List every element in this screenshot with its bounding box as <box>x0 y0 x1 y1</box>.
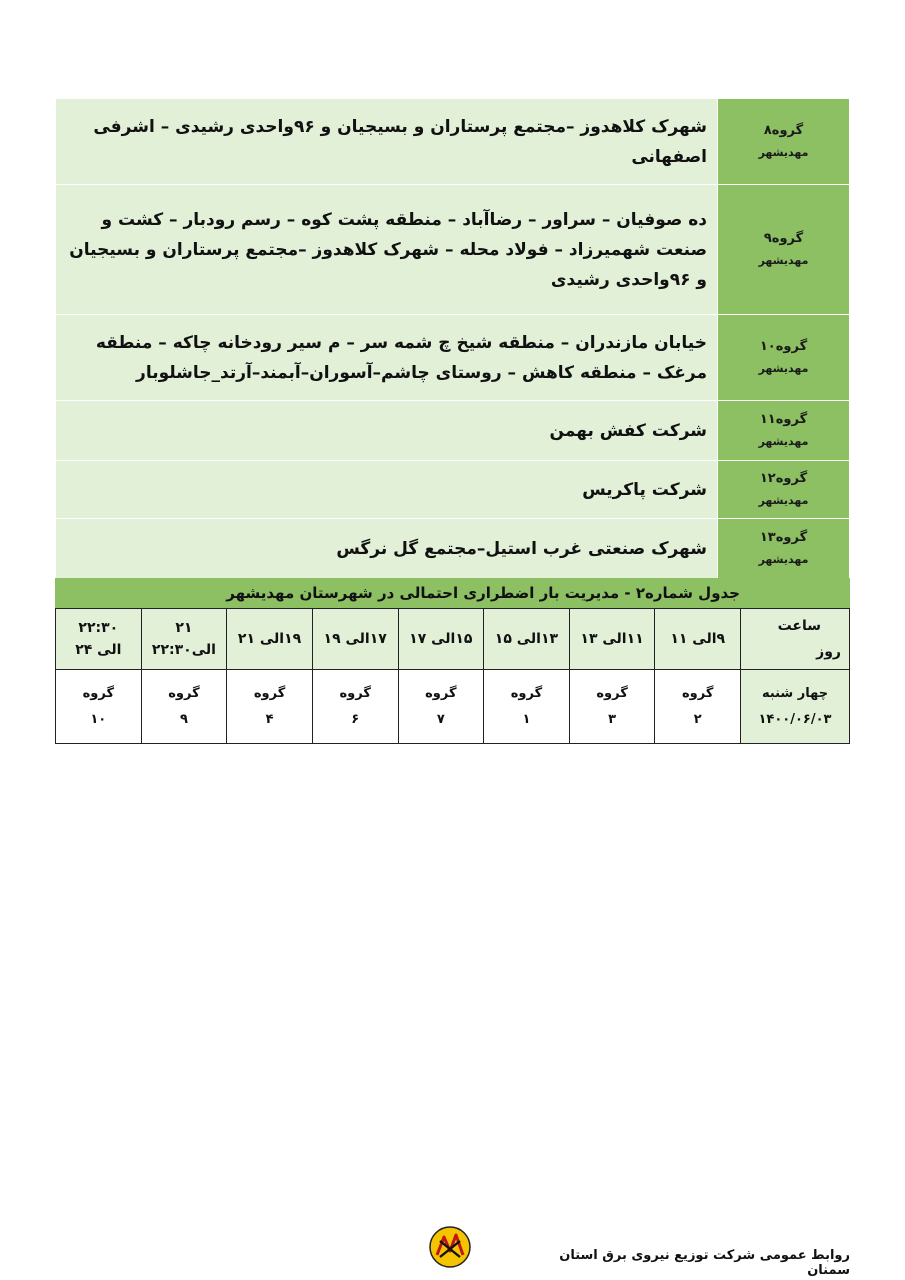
group-label: گروه۱۲ <box>759 470 808 486</box>
group-number: ۴ <box>265 711 274 727</box>
group-label: گروه۱۰ <box>759 338 808 354</box>
group-cell <box>141 670 227 744</box>
group-word: گروه <box>510 685 543 701</box>
group-cell <box>569 670 655 744</box>
group-word: گروه <box>681 685 714 701</box>
group-row <box>56 519 850 579</box>
group-areas: خیابان مازندران – منطقه شیخ چ شمه سر – م سیر رودخانه چاکه – منطقه مرغک – منطقه کاهش – روستای چاشم–آسوران–آبمند–آرتد_جاشلوبار <box>56 315 718 401</box>
group-city: مهدیشهر <box>758 434 809 448</box>
footer-text: روابط عمومی شرکت توزیع نیروی برق استان سمنان <box>559 1248 850 1278</box>
group-number: ۱۰ <box>90 711 107 727</box>
group-row <box>56 185 850 315</box>
group-row <box>56 461 850 519</box>
time-slot-text: ۱۱الی ۱۳ <box>580 631 644 647</box>
group-word: گروه <box>168 685 200 701</box>
corner-time-label: ساعت <box>777 618 821 634</box>
group-areas: شهرک صنعتی غرب استیل–مجتمع گل نرگس <box>56 519 718 579</box>
group-word: گروه <box>82 685 115 701</box>
group-cell <box>398 670 484 744</box>
corner-day-label: روز <box>816 644 841 660</box>
time-slot <box>398 609 484 670</box>
group-label-cell <box>718 461 850 519</box>
group-label: گروه۸ <box>763 122 804 138</box>
group-label: گروه۱۱ <box>759 411 808 427</box>
group-label-cell <box>718 185 850 315</box>
group-cell <box>655 670 741 744</box>
schedule-header-row <box>56 609 850 670</box>
day-name: چهار شنبه <box>761 685 829 701</box>
group-label-cell <box>718 99 850 185</box>
time-slot-text: ۱۳الی ۱۵ <box>494 631 559 647</box>
day-date: ۱۴۰۰/۰۶/۰۳ <box>758 711 832 727</box>
time-slot-text: ۱۹الی ۲۱ <box>237 631 302 647</box>
group-number: ۷ <box>436 711 445 727</box>
group-row <box>56 99 850 185</box>
schedule-table <box>55 608 850 744</box>
group-areas: شرکت پاکریس <box>56 461 718 519</box>
group-number: ۲ <box>693 711 702 727</box>
time-slot <box>141 609 227 670</box>
group-areas: ده صوفیان – سراور – رضاآباد – منطقه پشت کوه – رسم رودبار – کشت و صنعت شهمیرزاد – فولاد محله – شهرک کلاهدوز –مجتمع پرستاران و بسیجیان و ۹۶واحدی رشیدی <box>56 185 718 315</box>
group-city: مهدیشهر <box>758 361 809 375</box>
group-label-cell <box>718 315 850 401</box>
groups-table <box>55 98 850 579</box>
group-number: ۱ <box>522 711 531 727</box>
time-slot-text: ۲۱ <box>175 620 193 636</box>
time-slot-text: ۱۷الی ۱۹ <box>323 631 387 647</box>
time-slot-text: ۹الی ۱۱ <box>670 631 726 647</box>
group-city: مهدیشهر <box>758 493 809 507</box>
group-label-cell <box>718 519 850 579</box>
time-slot <box>56 609 142 670</box>
group-word: گروه <box>253 685 286 701</box>
group-areas: شهرک کلاهدوز –مجتمع پرستاران و بسیجیان و ۹۶واحدی رشیدی – اشرفی اصفهانی <box>56 99 718 185</box>
group-city: مهدیشهر <box>758 145 809 159</box>
schedule-caption: جدول شماره۲ - مدیریت بار اضطراری احتمالی در شهرستان مهدیشهر <box>55 578 850 608</box>
time-slot <box>227 609 313 670</box>
time-slot-text: ۲۲:۳۰ <box>78 620 119 636</box>
group-label: گروه۹ <box>763 230 804 246</box>
time-slot <box>484 609 570 670</box>
group-cell <box>312 670 398 744</box>
group-cell <box>56 670 142 744</box>
time-slot <box>655 609 741 670</box>
schedule-day-row <box>56 670 850 744</box>
group-row <box>56 401 850 461</box>
group-city: مهدیشهر <box>758 253 809 267</box>
power-company-logo-icon <box>428 1225 472 1269</box>
day-cell <box>741 670 850 744</box>
corner-cell <box>741 609 850 670</box>
group-label-cell <box>718 401 850 461</box>
time-slot <box>569 609 655 670</box>
group-areas: شرکت کفش بهمن <box>56 401 718 461</box>
group-number: ۹ <box>179 711 188 727</box>
group-label: گروه۱۳ <box>759 529 808 545</box>
group-number: ۳ <box>608 711 617 727</box>
time-slot-text-2: الی۲۲:۳۰ <box>151 642 216 658</box>
time-slot <box>312 609 398 670</box>
time-slot-text-2: الی ۲۴ <box>75 642 122 658</box>
group-word: گروه <box>339 685 371 701</box>
group-cell <box>227 670 313 744</box>
group-city: مهدیشهر <box>758 552 809 566</box>
group-number: ۶ <box>351 711 360 727</box>
group-row <box>56 315 850 401</box>
time-slot-text: ۱۵الی ۱۷ <box>409 631 473 647</box>
group-word: گروه <box>425 685 457 701</box>
group-word: گروه <box>596 685 628 701</box>
group-cell <box>484 670 570 744</box>
